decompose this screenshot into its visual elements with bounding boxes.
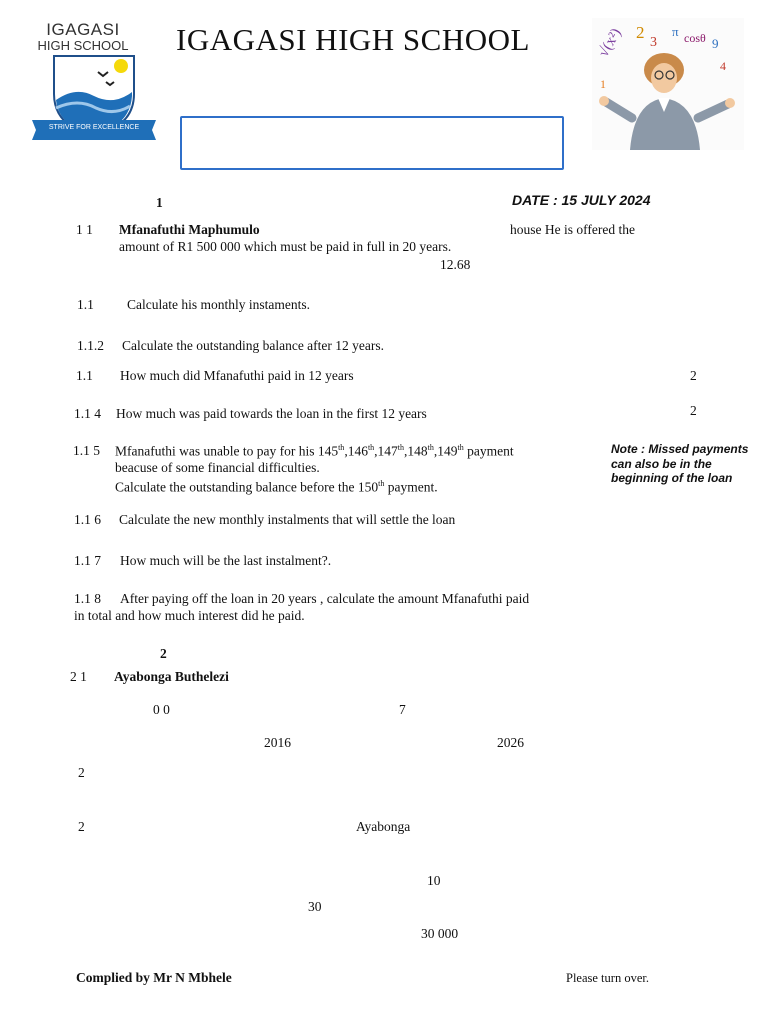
q118-line2: in total and how much interest did he paid.: [74, 608, 305, 623]
name-box: [180, 116, 564, 170]
section-1-number: 1: [156, 195, 163, 210]
q1-1-name: Mfanafuthi Maphumulo: [119, 222, 260, 237]
value-text: Ayabonga: [356, 819, 411, 834]
value-text: 0 0: [153, 702, 170, 717]
item-text: Calculate the outstanding balance after 12 years.: [122, 338, 385, 353]
logo-motto: STRIVE FOR EXCELLENCE: [48, 124, 140, 131]
item-number: 1.1 4: [74, 406, 101, 421]
svg-text:3: 3: [650, 35, 657, 50]
q2-1-name: Ayabonga Buthelezi: [114, 669, 229, 684]
q1-1-text-b: amount of R1 500 000 which must be paid in full in 20 years.: [119, 239, 452, 254]
svg-text:π: π: [672, 24, 679, 39]
q1-1-text-a: house He is offered the: [510, 222, 635, 237]
q115-line2: beacuse of some financial difficulties.: [115, 460, 320, 475]
q118-number: 1.1 8: [74, 591, 101, 606]
value-text: 7: [399, 702, 406, 717]
q115-line3: Calculate the outstanding balance before the 150th payment.: [115, 479, 438, 495]
value-text: 2026: [497, 735, 524, 750]
q1-1-rate: 12.68: [440, 257, 471, 272]
value-text: 2016: [264, 735, 291, 750]
item-marks: 2: [690, 403, 697, 418]
svg-text:√(x²): √(x²): [595, 25, 625, 61]
q2-1-number: 2 1: [70, 669, 87, 684]
item-number: 1.1: [76, 368, 93, 383]
compiler-credit: Complied by Mr N Mbhele: [76, 970, 232, 985]
value-text: 10: [427, 873, 441, 888]
exam-date: DATE : 15 JULY 2024: [512, 192, 651, 208]
item-marks: 2: [690, 368, 697, 383]
logo-line1: IGAGASI: [46, 20, 120, 39]
turn-over-note: Please turn over.: [566, 971, 649, 985]
q115-line1: Mfanafuthi was unable to pay for his 145th,146th,147th,148th,149th payment: [115, 443, 514, 459]
sub-question-number: 2: [78, 819, 85, 834]
svg-text:2: 2: [636, 23, 645, 42]
q116-text: Calculate the new monthly instalments that will settle the loan: [119, 512, 456, 527]
q118-line1: After paying off the loan in 20 years , calculate the amount Mfanafuthi paid: [120, 591, 530, 606]
q1-1-number: 1 1: [76, 222, 93, 237]
item-number: 1.1.2: [77, 338, 104, 353]
math-student-illustration-icon: [592, 18, 744, 150]
item-text: How much did Mfanafuthi paid in 12 years: [120, 368, 354, 383]
logo-line2: HIGH SCHOOL: [37, 38, 129, 53]
svg-text:4: 4: [720, 59, 726, 73]
school-title: IGAGASI HIGH SCHOOL: [176, 22, 530, 57]
value-text: 30 000: [421, 926, 459, 941]
q117-text: How much will be the last instalment?.: [120, 553, 332, 568]
q115-number: 1.1 5: [73, 443, 100, 458]
section-2-number: 2: [160, 646, 167, 661]
svg-text:cosθ: cosθ: [684, 31, 706, 45]
item-number: 1.1: [77, 297, 94, 312]
q117-number: 1.1 7: [74, 553, 101, 568]
svg-text:1: 1: [600, 77, 606, 91]
school-logo: [28, 20, 160, 150]
item-text: Calculate his monthly instaments.: [127, 297, 310, 312]
item-text: How much was paid towards the loan in the first 12 years: [116, 406, 427, 421]
svg-text:9: 9: [712, 36, 719, 51]
value-text: 30: [308, 899, 322, 914]
missed-payments-note: Note : Missed payments can also be in the beginning of the loan: [611, 442, 749, 485]
sub-question-number: 2: [78, 765, 85, 780]
q116-number: 1.1 6: [74, 512, 101, 527]
